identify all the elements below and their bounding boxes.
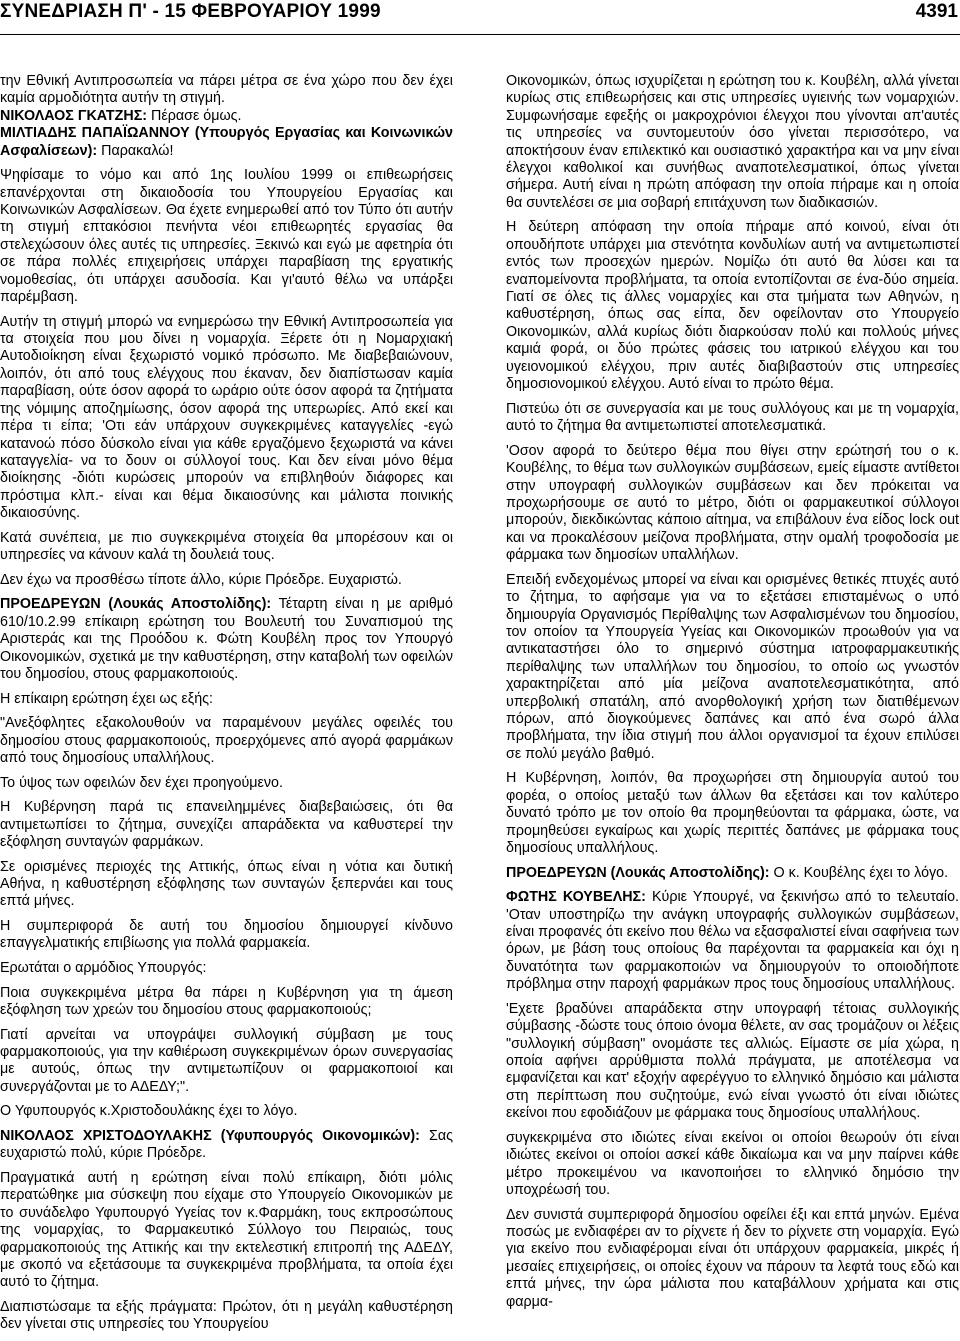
header-rule [0,34,960,35]
paragraph: Ψηφίσαμε το νόμο και από 1ης Ιουλίου 1999 οι επιθεωρήσεις επανέρχονται στη δικαιοδοσία του Υπουργείου Εργασίας και Κοινωνικών Ασφαλίσεων. Θα έχετε ενημερωθεί από τον Τύπο ότι αυτήν τη στιγμή επτακόσιοι πενήντα νέοι επιθεωρητές εργασίας θα στελεχώσουν όλες αυτές τις υπηρεσίες. Ξεκινώ και εγώ με αφετηρία ότι σε πάρα πολλές επιχειρήσεις υπάρχει παραβίαση της εργατικής νομοθεσίας, ότι υπάρχει ασυδοσία. Και γι'αυτό θέλω να υπάρξει παρέμβαση. [0,167,453,306]
speaker-paragraph [506,889,959,993]
paragraph: 'Οσον αφορά το δεύτερο θέμα που θίγει στην ερώτησή του ο κ. Κουβέλης, το θέμα των συλλογικών συμβάσεων, εμείς είμαστε αντίθετοι στην υπογραφή συλλογικών συμβάσεων και δεν πρόκειται να προχωρήσουμε σε αυτό το μέτρο, διότι οι φαρμακευτικοί σύλλογοι μπορούν, διεκδικώντας κάποιο αίτημα, να επιβάλουν ένα είδος lock out και να προκαλέσουν μείζονα προβλήματα, στην ομαλή τροφοδοσία με φάρμακα των δημοσίων υπαλλήλων. [506,442,959,564]
speech-text: Σας ευχαριστώ πολύ, κύριε Πρόεδρε. [0,1127,454,1162]
paragraph: Δεν έχω να προσθέσω τίποτε άλλο, κύριε Πρόεδρε. Ευχαριστώ. [0,571,402,588]
speaker-name: ΦΩΤΗΣ ΚΟΥΒΕΛΗΣ: [506,889,646,906]
right-column [506,73,959,1318]
speaker-paragraph [0,108,453,125]
paragraph: Επειδή ενδεχομένως μπορεί να είναι και ορισμένες θετικές πτυχές αυτό το ζήτημα, το αφήσαμε για να το εξετάσει επισταμένως ο υπό δημιουργία Οργανισμός Περίθαλψης των Ασφαλισμένων του δημοσίου, τον οποίον τα Υπουργεία Υγείας και Οικονομικών προωθούν για να αντικαταστήσει όλο το σημερινό σύστημα ιατροφαρμακευτικής περίθαλψης των υπαλλήλων του δημοσίου, το οποίο ως γνωστόν χαρακτηρίζεται από μία μείζονα αναποτελεσματικότητα, από υπερβολική σπατάλη, από ανορθολογική χρήση των διατιθέμενων πόρων, από διογκούμενες δαπάνες και από ένα σωρό άλλα προβλήματα, την ίδια στιγμή που άλλοι οργανισμοί τα έχουν επιλύσει σε πολύ μεγάλο βαθμό. [506,571,959,762]
speaker-name: ΠΡΟΕΔΡΕΥΩΝ (Λουκάς Αποστολίδης): [506,864,770,881]
speaker-paragraph [0,596,453,683]
speaker-paragraph [0,1128,453,1163]
paragraph: Ποια συγκεκριμένα μέτρα θα πάρει η Κυβέρνηση για τη άμεση εξόφληση των χρεών του δημοσίου στους φαρμακοποιούς; [0,984,453,1018]
paragraph: Σε ορισμένες περιοχές της Αττικής, όπως είναι η νότια και δυτική Αθήνα, η καθυστέρηση εξόφλησης των συνταγών ξεπερνάει και τους επτά μήνες. [0,858,453,910]
speech-text: Κύριε Υπουργέ, να ξεκινήσω από το τελευταίο. 'Οταν υποστηρίζω την ανάγκη υπογραφής συλλογικών συμβάσεων, είναι προφανές ότι εκείνο που θέλω να εξασφαλιστεί είναι σαφήνεια των όρων, με βάση τους οποίους θα παρέχονται τα φαρμακεία και όχι η δυνατότητα των φαρμακοποιών να δημιουργούν το οποιοδήποτε πρόβλημα στην παροχή φαρμάκων προς τους δημοσίους υπαλλήλους. [506,889,960,993]
speaker-name: ΝΙΚΟΛΑΟΣ ΧΡΙΣΤΟΔΟΥΛΑΚΗΣ (Υφυπουργός Οικονομικών): [0,1127,420,1144]
paragraph: συγκεκριμένα στο ιδιώτες είναι εκείνοι οι οποίοι θεωρούν ότι είναι ιδιώτες εκείνοι οι οποίοι ασκεί κάθε δικαίωμα και να μην παίρνει κάθε μέτρο προκειμένου να ικανοποιήσει το ελληνικό δημόσιο την υποχρέωσή του. [506,1129,959,1199]
paragraph: Ο Υφυπουργός κ.Χριστοδουλάκης έχει το λόγο. [0,1103,298,1120]
paragraph: Πιστεύω ότι σε συνεργασία και με τους συλλόγους και με τη νομαρχία, αυτό το ζήτημα θα αντιμετωπιστεί αποτελεσματικά. [506,400,959,435]
paragraph: Κατά συνέπεια, με πιο συγκεκριμένα στοιχεία θα μπορέσουν και οι υπηρεσίες να κάνουν καλά τη δουλειά τους. [0,529,453,564]
paragraph: Η Κυβέρνηση παρά τις επανειλημμένες διαβεβαιώσεις, ότι θα αντιμετωπίσει το ζήτημα, συνεχίζει απαράδεκτα να καθυστερεί την εξόφληση συνταγών φαρμάκων. [0,799,453,850]
speaker-name: ΠΡΟΕΔΡΕΥΩΝ (Λουκάς Αποστολίδης): [0,596,272,613]
speech-text: Τέταρτη είναι η με αριθμό 610/10.2.99 επίκαιρη ερώτηση του Βουλευτή του Συναπισμού της Αριστεράς και της Προόδου κ. Φώτη Κουβέλη προς τον Υπουργό Οικονομικών, σχετικά με την καθυστέρηση, στην καταβολή των οφειλών του δημοσίου, στους φαρμακοποιούς. [0,596,453,682]
paragraph: Η συμπεριφορά δε αυτή του δημοσίου δημιουργεί κίνδυνο επαγγελματικής επιβίωσης για πολλά φαρμακεία. [0,917,453,952]
paragraph: Η Κυβέρνηση, λοιπόν, θα προχωρήσει στη δημιουργία αυτού του φορέα, ο οποίος μεταξύ των άλλων θα εξετάσει και τον καλύτερο δυνατό τρόπο με τον οποίο θα προμηθεύονται τα φάρμακα, ώστε, να προμηθεύσει εγκαίρως και χωρίς περιττές δαπάνες με φάρμακα τους δημοσίους υπαλλήλους. [506,770,959,856]
speech-text: Πέρασε όμως. [147,107,242,124]
speech-text: Παρακαλώ! [97,142,174,159]
paragraph: Το ύψος των οφειλών δεν έχει προηγούμενο. [0,774,283,791]
paragraph: Πραγματικά αυτή η ερώτηση είναι πολύ επίκαιρη, διότι μόλις περατώθηκε μια σύσκεψη που είχαμε στο Υπουργείο Οικονομικών με το συνάδελφο Υφυπουργό Υγείας τον κ.Φαρμάκη, τους εκπροσώπους της νομαρχίας, το Φαρμακευτικό Σύλλογο του Πειραιώς, τους φαρμακοποιούς της Αττικής και την εκτελεστική επιτροπή της ΑΔΕΔΥ, με σκοπό να εξετάσουμε τα συγκεκριμένα προβλήματα, τα οποία έχει αυτό το ζήτημα. [0,1169,453,1291]
speaker-name: ΝΙΚΟΛΑΟΣ ΓΚΑΤΖΗΣ: [0,107,148,124]
speaker-name: ΜΙΛΤΙΑΔΗΣ ΠΑΠΑΪΩΑΝΝΟΥ (Υπουργός Εργασίας και Κοινωνικών Ασφαλίσεων): [0,125,453,159]
page-number: 4391 [915,1,958,22]
paragraph: Η επίκαιρη ερώτηση έχει ως εξής: [0,690,214,707]
left-column [0,73,453,1341]
paragraph: Διαπιστώσαμε τα εξής πράγματα: Πρώτον, ότι η μεγάλη καθυστέρηση δεν γίνεται στις υπηρεσίες του Υπουργείου [0,1298,453,1333]
paragraph: Αυτήν τη στιγμή μπορώ να ενημερώσω την Εθνική Αντιπροσωπεία για τα στοιχεία που μου δίνει η νομαρχία. Ξέρετε ότι η Νομαρχιακή Αυτοδιοίκηση είναι ξεχωριστό νομικό πρόσωπο. Με διαβεβαιώνουν, λοιπόν, ότι από τους ελέγχους που έκαναν, δεν διαπίστωσαν καμία παραβίαση, ούτε όσον αφορά το ωράριο ούτε όσον αφορά τα ζητήματα της νόμιμης αποζημίωσης, όσον αφορά της υπερωρίες. Από εκεί και πέρα τι είπα; 'Οτι εάν υπάρχουν συγκεκριμένες καταγγελίες -εγώ κατανοώ πόσο δύσκολο είναι για κάθε εργαζόμενο ξεχωριστά να κάνει καταγγελία- να το δουν οι σύλλογοί τους. Και δεν είναι μόνο θέμα διοίκησης -διότι κυρώσεις μπορούν να επιβληθούν διάφορες και πρόστιμα κλπ.- είναι και θέμα δικαιοσύνης και μάλιστα ποινικής δικαιοσύνης. [0,313,453,522]
paragraph: Οικονομικών, όπως ισχυρίζεται η ερώτηση του κ. Κουβέλη, αλλά γίνεται κυρίως στις επιθεωρήσεις και στις υπηρεσίες υγιεινής των νομαρχιών. Συμφωνήσαμε εφεξής οι μακροχρόνιοι έλεγχοι που γίνονται απ'αυτές τις υπηρεσίες να συντομευτούν όσο γίνεται περισσότερο, να αποκτήσουν έναν επιλεκτικό και ουσιαστικό χαρακτήρα και να μην είναι έλεγχοι καθολικοί και συνήθως αναποτελεσματικοί, όπως γίνεται σήμερα. Αυτή είναι η πρώτη απόφαση την οποία πήραμε και η οποία θα συντελέσει σε μια σοβαρή επιτάχυνση των διαδικασιών. [506,73,959,211]
paragraph: 'Εχετε βραδύνει απαράδεκτα στην υπογραφή τέτοιας συλλογικής σύμβασης -δώστε τους όποιο όνομα θέλετε, αν σας τρομάζουν οι λέξεις "συλλογική σύμβαση" ονομάστε τες αλλιώς. Είμαστε σε μία χώρα, η οποία αφήνει αρρύθμιστα πολλά πράγματα, με αποτέλεσμα να εμφανίζεται και κατ' εξοχήν αφερέγγυο το ελληνικό δημόσιο και μάλιστα στη περίπτωση που συζητούμε, ενώ είναι γνωστό ότι είναι ιδιώτες εκείνοι που εφοδιάζουν με φάρμακα τους δημοσίους υπαλλήλους. [506,1000,959,1122]
paragraph: Δεν συνιστά συμπεριφορά δημοσίου οφείλει έξι και επτά μηνών. Εμένα ποσώς με ενδιαφέρει αν το ρίχνετε ή δεν το ρίχνετε στη νομαρχία. Εγώ για εκείνο που ενδιαφέρομαι είναι ότι υπάρχουν φαρμακεία, μικρές ή μεσαίες επιχειρήσεις, οι οποίες έχουν να πάρουν τα λεφτά τους εδώ και επτά μήνες, την ώρα μάλιστα που καταβάλλουν χρήματα και στις φαρμα- [506,1206,959,1310]
paragraph: Γιατί αρνείται να υπογράψει συλλογική σύμβαση με τους φαρμακοποιούς, για την καθιέρωση συγκεκριμένων όρων συνεργασίας με αυτούς, όπως την αντιμετωπίζουν οι φαρμακοποιοί και συνεργάζονται με το ΑΔΕΔΥ;". [0,1026,453,1095]
speech-text: Ο κ. Κουβέλης έχει το λόγο. [769,864,949,881]
paragraph: την Εθνική Αντιπροσωπεία να πάρει μέτρα σε ένα χώρο που δεν έχει καμία αρμοδιότητα αυτήν τη στιγμή. [0,73,453,107]
speaker-paragraph [0,125,453,160]
paragraph: "Ανεξόφλητες εξακολουθούν να παραμένουν μεγάλες οφειλές του δημοσίου στους φαρμακοποιούς, προερχόμενες από αγορά φαρμάκων από τους δημοσίους υπαλλήλους. [0,715,453,766]
paragraph: Η δεύτερη απόφαση την οποία πήραμε από κοινού, είναι ότι οπουδήποτε υπάρχει μια στενότητα κονδυλίων αυτή να αντιμετωπιστεί εντός των προσεχών ημερών. Νομίζω ότι αυτό θα λύσει και τα εναπομείνοντα προβλήματα, τα οποία εντοπίζονται σε ένα-δύο σημεία. Γιατί σε όλες τις άλλες νομαρχίες και στα τμήματα των Αθηνών, η καθυστέρηση, όπως σας είπα, δεν οφείλονταν στο Υπουργείο Οικονομικών, αλλά κυρίως διότι διαρκούσαν πολύ και πολλούς μήνες καμιά φορά, οι δύο πρώτες φάσεις του ιατρικού ελέγχου και του υγειονομικού ελέγχου, πριν αυτές διαβιβαστούν στις υπηρεσίες δημοσιονομικού ελέγχου. Αυτό είναι το πρώτο θέμα. [506,219,959,393]
running-head-title: ΣΥΝΕΔΡΙΑΣΗ Π' - 15 ΦΕΒΡΟΥΑΡΙΟΥ 1999 [0,1,381,22]
speaker-paragraph [506,865,959,882]
running-head [0,0,960,28]
paragraph: Ερωτάται ο αρμόδιος Υπουργός: [0,959,207,976]
